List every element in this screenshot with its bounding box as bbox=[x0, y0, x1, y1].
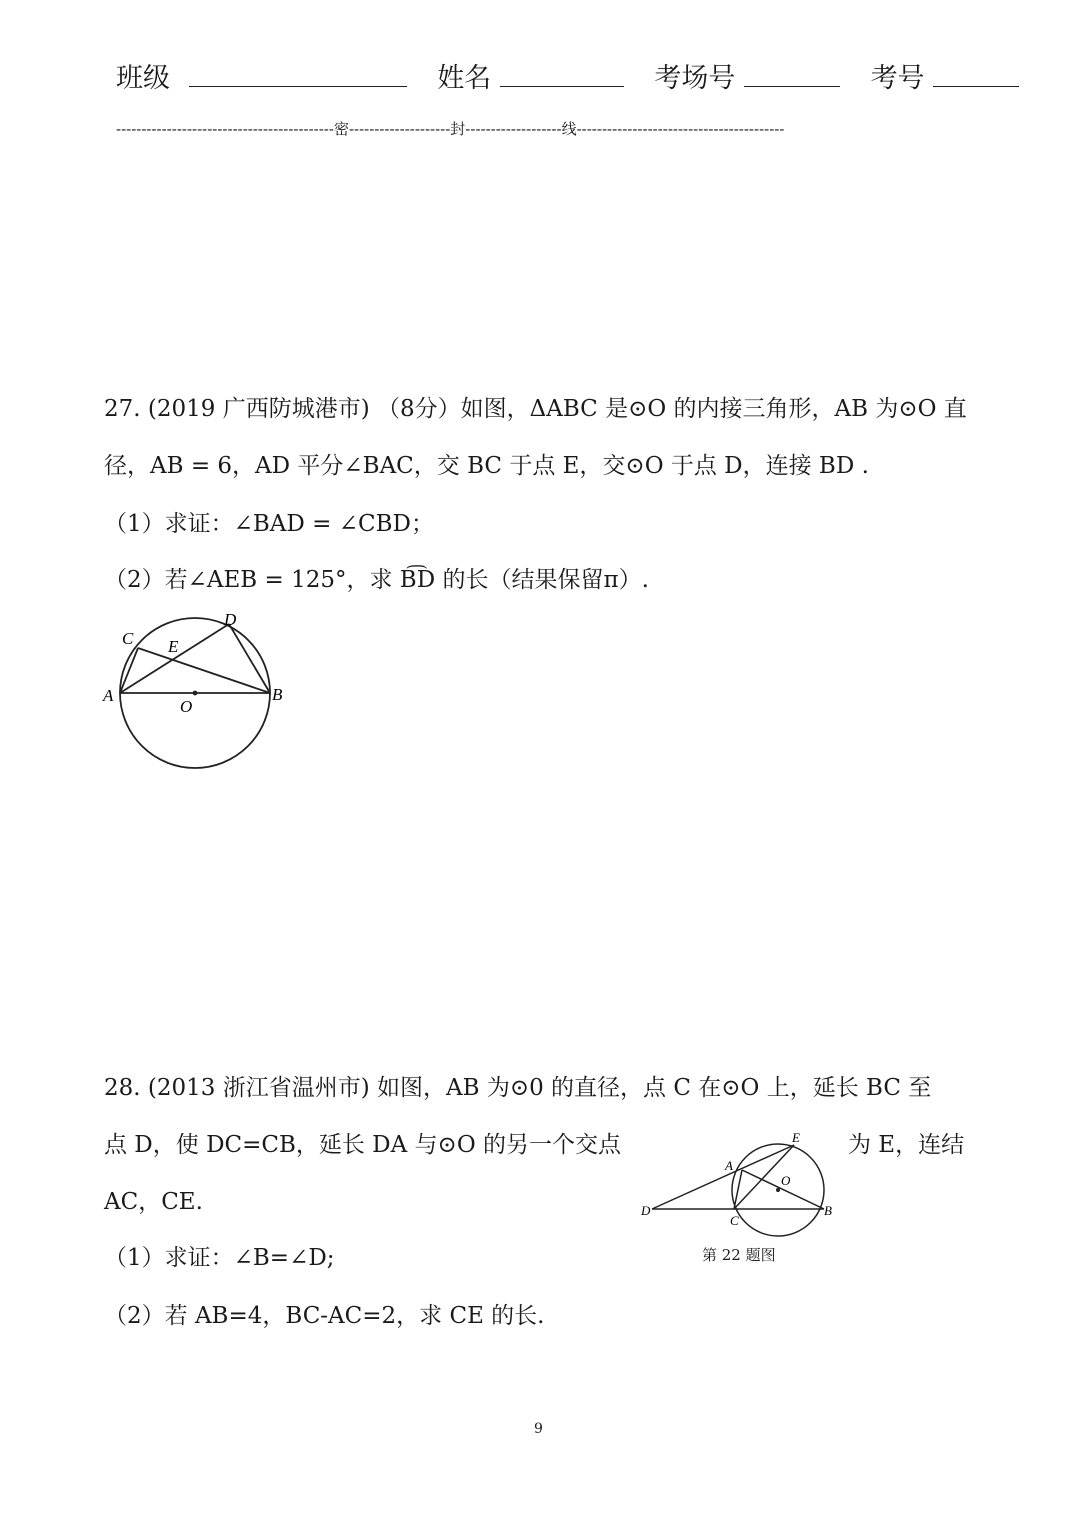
q28-part2: （2）若 AB=4，BC-AC=2，求 CE 的长. bbox=[104, 1303, 545, 1329]
q27-label-d: D bbox=[224, 610, 237, 629]
q27-label-e: E bbox=[168, 637, 179, 656]
q28-figure-caption: 第 22 题图 bbox=[702, 1246, 776, 1264]
q28-label-c: C bbox=[730, 1213, 739, 1228]
q28-line3: AC，CE. bbox=[104, 1189, 203, 1215]
q27-label-o: O bbox=[180, 697, 193, 716]
exam-header bbox=[116, 56, 1019, 95]
q27-line1: 27. (2019 广西防城港市) （8分）如图，ΔABC 是⊙O 的内接三角形，AB 为⊙O 直 bbox=[104, 396, 967, 422]
q27-label-a: A bbox=[103, 686, 114, 705]
name-label: 姓名 bbox=[437, 63, 492, 94]
q27-part2: （2）若∠AEB = 125°，求 B͡D 的长（结果保留π）. bbox=[104, 567, 649, 593]
q28-part1: （1）求证：∠B=∠D; bbox=[104, 1245, 335, 1271]
exam-no-field[interactable] bbox=[933, 62, 1019, 87]
exam-no-label: 考号 bbox=[870, 63, 925, 94]
class-field[interactable] bbox=[189, 62, 407, 87]
q28-line2a: 点 D，使 DC=CB，延长 DA 与⊙O 的另一个交点 bbox=[104, 1132, 621, 1158]
room-label: 考场号 bbox=[654, 63, 736, 94]
q28-label-e: E bbox=[792, 1130, 800, 1145]
q27-label-b: B bbox=[272, 685, 283, 704]
seal-line: -------------------------------------------密--------------------封-------------------线----------------------------------------- bbox=[116, 120, 785, 138]
q28-label-d: D bbox=[641, 1203, 651, 1218]
q27-label-c: C bbox=[122, 629, 134, 648]
room-field[interactable] bbox=[744, 62, 840, 87]
page-number: 9 bbox=[534, 1421, 543, 1437]
q28-line2b: 为 E，连结 bbox=[848, 1132, 965, 1158]
q27-line2: 径，AB = 6，AD 平分∠BAC，交 BC 于点 E，交⊙O 于点 D，连接 BD . bbox=[104, 453, 869, 479]
q27-part1: （1）求证：∠BAD = ∠CBD； bbox=[104, 511, 434, 537]
q27-figure bbox=[96, 600, 296, 780]
q28-label-b: B bbox=[824, 1203, 832, 1218]
q28-label-a: A bbox=[725, 1158, 733, 1173]
q28-label-o: O bbox=[781, 1173, 791, 1188]
name-field[interactable] bbox=[500, 62, 624, 87]
q28-line1: 28. (2013 浙江省温州市) 如图，AB 为⊙0 的直径，点 C 在⊙O 上，延长 BC 至 bbox=[104, 1075, 932, 1101]
class-label: 班级 bbox=[116, 63, 170, 94]
